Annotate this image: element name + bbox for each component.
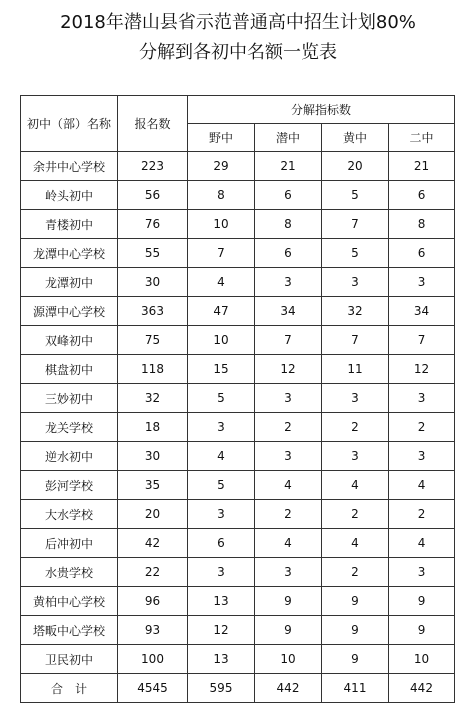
applicants-cell: 96: [118, 587, 188, 616]
quota-cell: 4: [389, 529, 455, 558]
header-applicants: 报名数: [118, 96, 188, 152]
quota-cell: 3: [188, 500, 255, 529]
quota-cell: 3: [188, 558, 255, 587]
quota-cell: 32: [322, 297, 389, 326]
table-row: [21, 152, 455, 181]
applicants-cell: 4545: [118, 674, 188, 703]
table-row: [21, 210, 455, 239]
school-name-cell: 合 计: [21, 674, 118, 703]
quota-cell: 13: [188, 587, 255, 616]
applicants-cell: 22: [118, 558, 188, 587]
quota-cell: 9: [322, 616, 389, 645]
quota-cell: 7: [389, 326, 455, 355]
table-row: [21, 674, 455, 703]
quota-cell: 3: [255, 384, 322, 413]
quota-cell: 4: [188, 268, 255, 297]
quota-cell: 4: [188, 442, 255, 471]
table-row: [21, 384, 455, 413]
quota-cell: 13: [188, 645, 255, 674]
quota-cell: 7: [188, 239, 255, 268]
quota-cell: 3: [322, 442, 389, 471]
school-name-cell: 余井中心学校: [21, 152, 118, 181]
quota-cell: 11: [322, 355, 389, 384]
school-name-cell: 彭河学校: [21, 471, 118, 500]
quota-cell: 6: [389, 181, 455, 210]
quota-cell: 4: [322, 529, 389, 558]
table-row: [21, 587, 455, 616]
applicants-cell: 55: [118, 239, 188, 268]
quota-cell: 4: [255, 529, 322, 558]
quota-cell: 10: [255, 645, 322, 674]
quota-cell: 3: [322, 268, 389, 297]
applicants-cell: 32: [118, 384, 188, 413]
quota-cell: 8: [389, 210, 455, 239]
quota-cell: 12: [255, 355, 322, 384]
quota-cell: 5: [188, 384, 255, 413]
header-quota-group: 分解指标数: [188, 96, 455, 124]
quota-cell: 6: [188, 529, 255, 558]
quota-cell: 10: [389, 645, 455, 674]
quota-cell: 3: [255, 442, 322, 471]
table-row: [21, 355, 455, 384]
quota-cell: 2: [389, 500, 455, 529]
quota-cell: 9: [322, 587, 389, 616]
school-name-cell: 棋盘初中: [21, 355, 118, 384]
applicants-cell: 18: [118, 413, 188, 442]
quota-cell: 21: [255, 152, 322, 181]
quota-cell: 2: [255, 500, 322, 529]
applicants-cell: 35: [118, 471, 188, 500]
applicants-cell: 42: [118, 529, 188, 558]
quota-cell: 3: [255, 268, 322, 297]
school-name-cell: 源潭中心学校: [21, 297, 118, 326]
table-row: [21, 558, 455, 587]
quota-cell: 12: [188, 616, 255, 645]
school-name-cell: 龙潭初中: [21, 268, 118, 297]
quota-cell: 34: [389, 297, 455, 326]
school-name-cell: 逆水初中: [21, 442, 118, 471]
table-row: [21, 471, 455, 500]
quota-cell: 595: [188, 674, 255, 703]
applicants-cell: 20: [118, 500, 188, 529]
applicants-cell: 30: [118, 268, 188, 297]
school-name-cell: 塔畈中心学校: [21, 616, 118, 645]
quota-cell: 7: [322, 210, 389, 239]
school-name-cell: 龙潭中心学校: [21, 239, 118, 268]
quota-cell: 2: [322, 413, 389, 442]
school-name-cell: 卫民初中: [21, 645, 118, 674]
quota-cell: 5: [322, 239, 389, 268]
table-row: [21, 529, 455, 558]
quota-cell: 34: [255, 297, 322, 326]
applicants-cell: 75: [118, 326, 188, 355]
school-name-cell: 黄柏中心学校: [21, 587, 118, 616]
quota-cell: 442: [255, 674, 322, 703]
page-title: 2018年潜山县省示范普通高中招生计划80%: [60, 12, 416, 33]
school-name-cell: 双峰初中: [21, 326, 118, 355]
quota-cell: 6: [255, 239, 322, 268]
quota-cell: 9: [389, 616, 455, 645]
quota-table: [20, 95, 455, 703]
school-name-cell: 青楼初中: [21, 210, 118, 239]
quota-cell: 4: [255, 471, 322, 500]
quota-cell: 6: [389, 239, 455, 268]
quota-cell: 15: [188, 355, 255, 384]
quota-cell: 10: [188, 326, 255, 355]
table-row: [21, 442, 455, 471]
quota-cell: 5: [188, 471, 255, 500]
quota-cell: 442: [389, 674, 455, 703]
quota-cell: 20: [322, 152, 389, 181]
quota-cell: 8: [255, 210, 322, 239]
school-name-cell: 三妙初中: [21, 384, 118, 413]
table-row: [21, 297, 455, 326]
quota-cell: 7: [255, 326, 322, 355]
table-row: [21, 616, 455, 645]
school-name-cell: 龙关学校: [21, 413, 118, 442]
header-quota-qianzhong: 潜中: [255, 124, 322, 152]
applicants-cell: 56: [118, 181, 188, 210]
quota-cell: 3: [188, 413, 255, 442]
header-school: 初中（部）名称: [21, 96, 118, 152]
applicants-cell: 363: [118, 297, 188, 326]
school-name-cell: 水贵学校: [21, 558, 118, 587]
header-quota-huangzhong: 黄中: [322, 124, 389, 152]
quota-cell: 9: [255, 616, 322, 645]
quota-cell: 2: [255, 413, 322, 442]
applicants-cell: 118: [118, 355, 188, 384]
table-row: [21, 268, 455, 297]
quota-cell: 2: [322, 558, 389, 587]
quota-cell: 4: [389, 471, 455, 500]
quota-cell: 8: [188, 181, 255, 210]
school-name-cell: 后冲初中: [21, 529, 118, 558]
quota-cell: 2: [322, 500, 389, 529]
quota-cell: 5: [322, 181, 389, 210]
applicants-cell: 76: [118, 210, 188, 239]
quota-cell: 3: [389, 268, 455, 297]
quota-cell: 9: [389, 587, 455, 616]
quota-cell: 6: [255, 181, 322, 210]
quota-cell: 7: [322, 326, 389, 355]
table-row: [21, 326, 455, 355]
header-quota-yezhong: 野中: [188, 124, 255, 152]
header-quota-erzhong: 二中: [389, 124, 455, 152]
quota-cell: 9: [255, 587, 322, 616]
quota-cell: 3: [389, 558, 455, 587]
quota-cell: 21: [389, 152, 455, 181]
applicants-cell: 100: [118, 645, 188, 674]
quota-cell: 9: [322, 645, 389, 674]
applicants-cell: 223: [118, 152, 188, 181]
page-subtitle: 分解到各初中名额一览表: [139, 42, 337, 63]
table-row: [21, 500, 455, 529]
quota-cell: 411: [322, 674, 389, 703]
applicants-cell: 93: [118, 616, 188, 645]
quota-cell: 47: [188, 297, 255, 326]
table-row: [21, 181, 455, 210]
table-row: [21, 645, 455, 674]
quota-cell: 3: [389, 384, 455, 413]
quota-cell: 10: [188, 210, 255, 239]
table-row: [21, 239, 455, 268]
school-name-cell: 岭头初中: [21, 181, 118, 210]
school-name-cell: 大水学校: [21, 500, 118, 529]
quota-cell: 2: [389, 413, 455, 442]
quota-cell: 3: [255, 558, 322, 587]
quota-cell: 12: [389, 355, 455, 384]
applicants-cell: 30: [118, 442, 188, 471]
quota-cell: 3: [389, 442, 455, 471]
quota-cell: 29: [188, 152, 255, 181]
quota-cell: 4: [322, 471, 389, 500]
table-row: [21, 413, 455, 442]
quota-cell: 3: [322, 384, 389, 413]
